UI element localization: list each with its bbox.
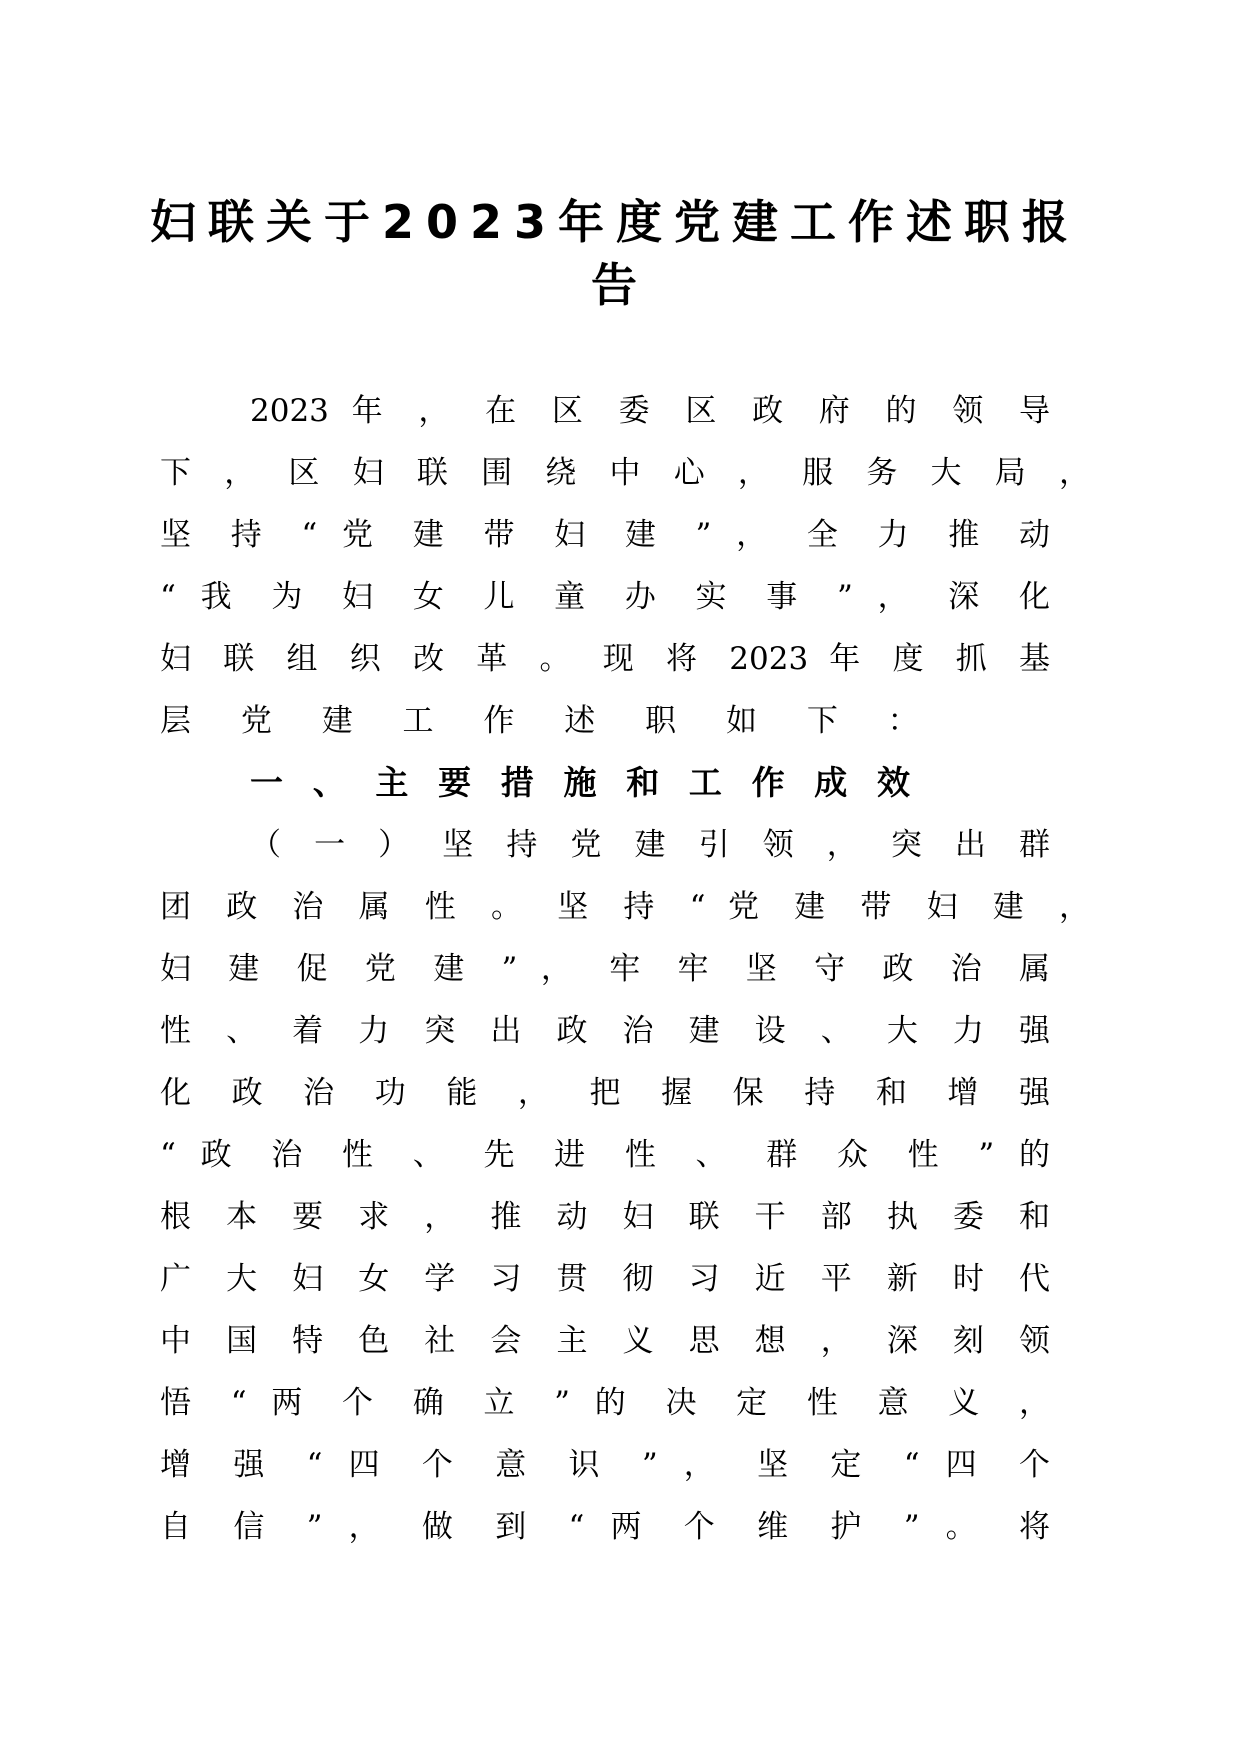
body-line: 悟 “ 两 个 确 立 ” 的 决 定 性 意 义 ，: [160, 1385, 1050, 1421]
intro-line: “ 我 为 妇 女 儿 童 办 实 事 ” ， 深 化: [160, 579, 1050, 615]
body-line: 根 本 要 求 ， 推 动 妇 联 干 部 执 委 和: [160, 1199, 1050, 1235]
body-line: 自 信 ” ， 做 到 “ 两 个 维 护 ” 。 将: [160, 1509, 1050, 1545]
document-title-line-1: 妇联关于2023年度党建工作述职报: [150, 195, 1081, 249]
document-title-line-2: 告: [591, 258, 649, 312]
intro-line: 坚 持 “ 党 建 带 妇 建 ” ， 全 力 推 动: [160, 517, 1050, 553]
intro-line: 下 ， 区 妇 联 围 绕 中 心 ， 服 务 大 局 ，: [160, 455, 1090, 491]
body-line: 团 政 治 属 性 。 坚 持 “ 党 建 带 妇 建 ，: [160, 889, 1090, 925]
body-line: 化 政 治 功 能 ， 把 握 保 持 和 增 强: [160, 1075, 1050, 1111]
body-line: 妇 建 促 党 建 ” ， 牢 牢 坚 守 政 治 属: [160, 951, 1050, 987]
body-line: 广 大 妇 女 学 习 贯 彻 习 近 平 新 时 代: [160, 1261, 1050, 1297]
section-heading: 一 、 主 要 措 施 和 工 作 成 效: [250, 763, 910, 802]
body-line: 增 强 “ 四 个 意 识 ” ， 坚 定 “ 四 个: [160, 1447, 1050, 1483]
intro-line: 2023 年 ， 在 区 委 区 政 府 的 领 导: [250, 393, 1050, 429]
body-line: （ 一 ） 坚 持 党 建 引 领 ， 突 出 群: [250, 827, 1050, 863]
intro-line: 妇 联 组 织 改 革 。 现 将 2023 年 度 抓 基: [160, 641, 1050, 677]
intro-line: 层 党 建 工 作 述 职 如 下 ：: [160, 703, 939, 739]
body-line: 性 、 着 力 突 出 政 治 建 设 、 大 力 强: [160, 1013, 1050, 1049]
body-line: “ 政 治 性 、 先 进 性 、 群 众 性 ” 的: [160, 1137, 1050, 1173]
body-line: 中 国 特 色 社 会 主 义 思 想 ， 深 刻 领: [160, 1323, 1050, 1359]
